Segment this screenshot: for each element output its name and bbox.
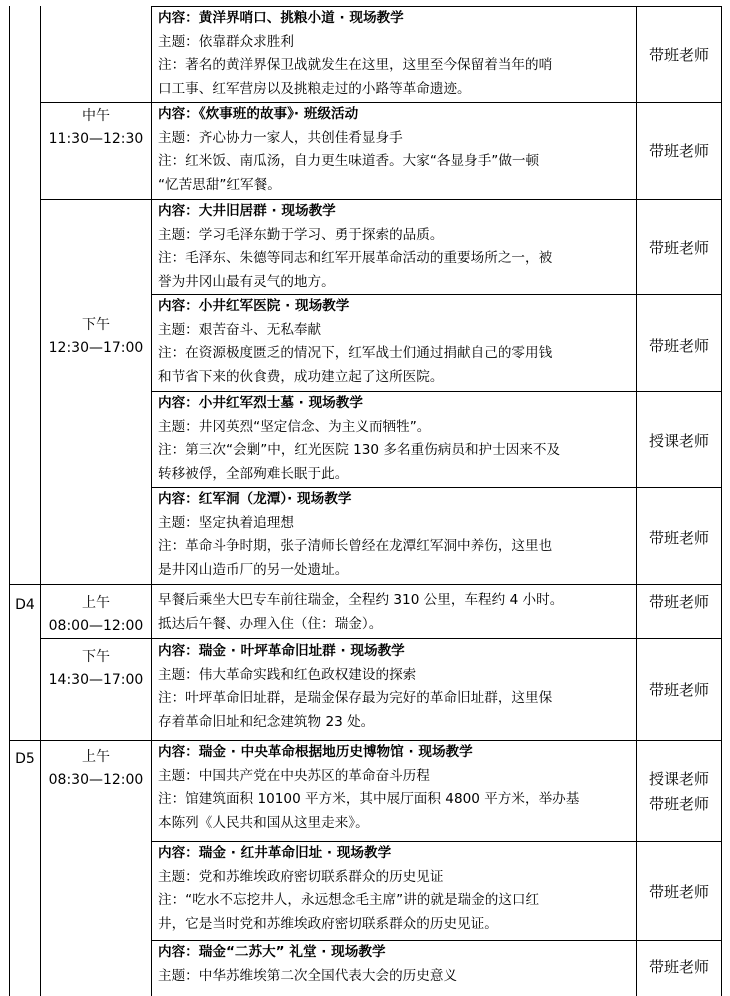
item-line: 主题：艰苦奋斗、无私奉献 <box>158 321 322 338</box>
teacher-label: 带班老师 <box>648 239 709 257</box>
item-line: 口工事、红军营房以及挑粮走过的小路等革命遗迹。 <box>158 80 471 97</box>
item-title: 内容：瑞金 · 中央革命根据地历史博物馆 · 现场教学 <box>158 744 473 760</box>
item-line: 注：著名的黄洋界保卫战就发生在这里，这里至今保留着当年的哨 <box>158 57 553 74</box>
item-title: 内容：小井红军医院 · 现场教学 <box>158 298 350 314</box>
item-line: 转移被俘，全部殉难长眠于此。 <box>158 465 349 482</box>
teacher-label: 授课老师 <box>648 770 709 788</box>
table-border-right <box>721 6 722 996</box>
item-line: 主题：党和苏维埃政府密切联系群众的历史见证 <box>158 868 444 885</box>
row-line <box>9 584 721 585</box>
item-title: 内容：黄洋界哨口、挑粮小道 · 现场教学 <box>158 10 404 26</box>
item-line: 注：第三次“会剿”中，红光医院 130 多名重伤病员和护士因来不及 <box>158 442 561 459</box>
row-line <box>40 638 721 639</box>
time-range: 08:00—12:00 <box>48 618 144 634</box>
item-line: 主题：中华苏维埃第二次全国代表大会的历史意义 <box>158 967 458 984</box>
item-line: 主题：学习毛泽东勤于学习、勇于探索的品质。 <box>158 226 444 243</box>
time-slot <box>41 314 151 360</box>
time-slot <box>41 592 151 638</box>
teacher-label: 带班老师 <box>648 142 709 160</box>
item-line: “忆苦思甜”红军餐。 <box>158 176 281 193</box>
schedule-item <box>158 941 634 988</box>
item-line: 主题：伟大革命实践和红色政权建设的探索 <box>158 666 417 683</box>
item-line: 注：革命斗争时期，张子清师长曾经在龙潭红军洞中养伤，这里也 <box>158 538 553 555</box>
schedule-item <box>158 200 634 294</box>
item-line: 主题：依靠群众求胜利 <box>158 33 294 50</box>
time-slot <box>41 646 151 692</box>
item-line: 注：红米饭、南瓜汤，自力更生味道香。大家“各显身手”做一顿 <box>158 153 540 170</box>
teacher-label: 带班老师 <box>648 681 709 699</box>
item-line: 主题：坚定执着追理想 <box>158 514 294 531</box>
item-line: 和节省下来的伙食费，成功建立起了这所医院。 <box>158 368 444 385</box>
teacher-label: 带班老师 <box>648 795 709 813</box>
time-range: 08:30—12:00 <box>48 772 144 788</box>
day-label: D4 <box>15 597 35 613</box>
item-line: 注：毛泽东、朱德等同志和红军开展革命活动的重要场所之一，被 <box>158 250 553 267</box>
time-slot <box>41 105 151 151</box>
teacher-label: 带班老师 <box>648 529 709 547</box>
item-line: 井，它是当时党和苏维埃政府密切联系群众的历史见证。 <box>158 915 498 932</box>
item-line: 誉为井冈山最有灵气的地方。 <box>158 273 335 290</box>
day-label: D5 <box>15 751 35 767</box>
item-line: 主题：齐心协力一家人，共创佳肴显身手 <box>158 129 403 146</box>
schedule-item <box>158 741 634 835</box>
item-title: 内容：瑞金 · 红井革命旧址 · 现场教学 <box>158 845 392 861</box>
schedule-item <box>158 103 634 197</box>
teacher-label: 带班老师 <box>648 883 709 901</box>
time-range: 14:30—17:00 <box>48 672 144 688</box>
schedule-item <box>158 589 634 636</box>
teacher-label: 带班老师 <box>648 593 709 611</box>
time-range: 11:30—12:30 <box>48 131 144 147</box>
time-period: 上午 <box>82 749 110 765</box>
item-title: 内容：大井旧居群 · 现场教学 <box>158 203 336 219</box>
item-line: 抵达后午餐、办理入住（住：瑞金）。 <box>158 615 383 632</box>
time-period: 下午 <box>82 649 110 665</box>
teacher-label: 授课老师 <box>648 432 709 450</box>
schedule-item <box>158 640 634 734</box>
item-title: 内容：瑞金“二苏大” 礼堂 · 现场教学 <box>158 944 386 960</box>
time-period: 中午 <box>82 108 110 124</box>
item-title: 内容：红军洞（龙潭）· 现场教学 <box>158 491 352 507</box>
item-line: 是井冈山造币厂的另一处遗址。 <box>158 561 349 578</box>
time-range: 12:30—17:00 <box>48 340 144 356</box>
column-divider-time <box>151 6 152 996</box>
teacher-label: 带班老师 <box>648 958 709 976</box>
item-line: 本陈列《人民共和国从这里走来》。 <box>158 814 369 831</box>
item-line: 主题：中国共产党在中央苏区的革命奋斗历程 <box>158 767 430 784</box>
item-title: 内容：瑞金 · 叶坪革命旧址群 · 现场教学 <box>158 643 405 659</box>
item-line: 注：馆建筑面积 10100 平方米，其中展厅面积 4800 平方米，举办基 <box>158 791 580 808</box>
item-line: 主题：井冈英烈“坚定信念、为主义而牺牲”。 <box>158 418 431 435</box>
teacher-label: 带班老师 <box>648 337 709 355</box>
item-line: 注：叶坪革命旧址群，是瑞金保存最为完好的革命旧址群，这里保 <box>158 690 553 707</box>
column-divider-day <box>40 6 41 996</box>
item-line: 存着革命旧址和纪念建筑物 23 处。 <box>158 713 375 730</box>
schedule-item <box>158 295 634 389</box>
item-title: 内容：小井红军烈士墓 · 现场教学 <box>158 395 363 411</box>
schedule-item <box>158 488 634 582</box>
item-title: 内容：《炊事班的故事》· 班级活动 <box>158 106 359 122</box>
teacher-label: 带班老师 <box>648 46 709 64</box>
schedule-item <box>158 7 634 101</box>
item-line: 注：在资源极度匮乏的情况下，红军战士们通过捐献自己的零用钱 <box>158 345 553 362</box>
schedule-item <box>158 842 634 936</box>
time-slot <box>41 746 151 792</box>
item-line: 早餐后乘坐大巴专车前往瑞金，全程约 310 公里，车程约 4 小时。 <box>158 592 564 608</box>
item-line: 注：“吃水不忘挖井人，永远想念毛主席”讲的就是瑞金的这口红 <box>158 892 540 909</box>
time-period: 上午 <box>82 595 110 611</box>
table-border-left <box>9 6 10 996</box>
schedule-item <box>158 392 634 486</box>
time-period: 下午 <box>82 317 110 333</box>
